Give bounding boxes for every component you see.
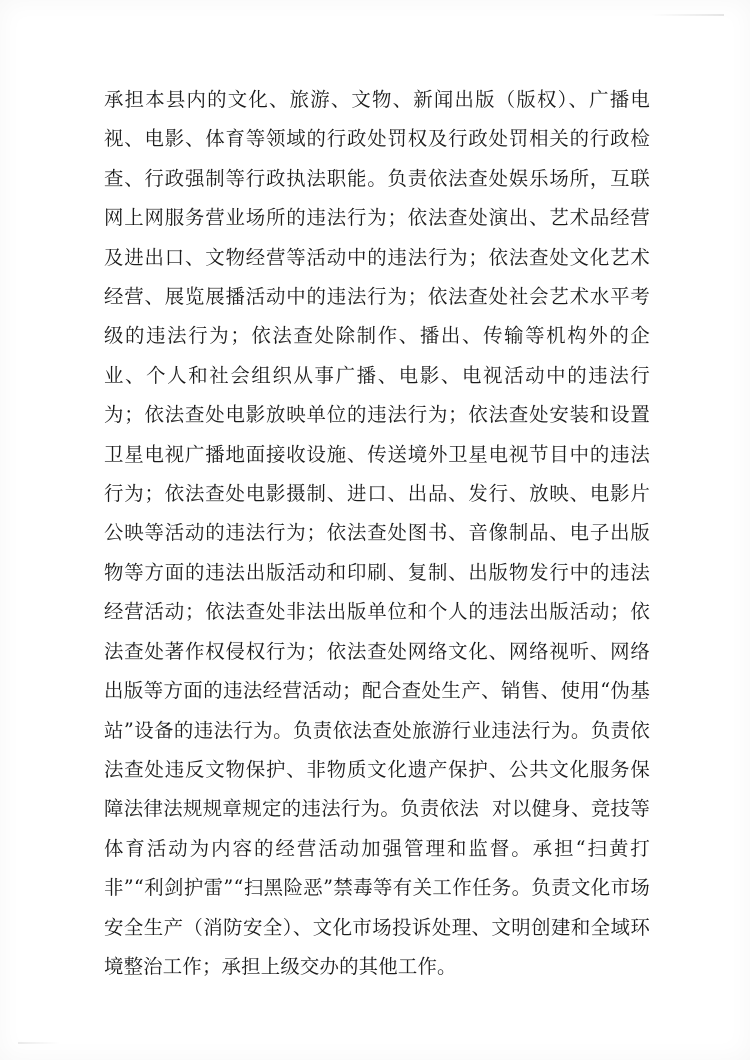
scan-artifact-top-right	[650, 14, 724, 16]
scan-artifact-bottom-left	[18, 1042, 60, 1044]
document-body-paragraph: 承担本县内的文化、旅游、文物、新闻出版（版权）、广播电视、电影、体育等领域的行政处罚权及行政处罚相关的行政检查、行政强制等行政执法职能。负责依法查处娱乐场所，互联网上网服务营业场所的违法行为；依法查处演出、艺术品经营及进出口、文物经营等活动中的违法行为；依法查处文化艺术经营、展览展播活动中的违法行为；依法查处社会艺术水平考级的违法行为；依法查处除制作、播出、传输等机构外的企业、个人和社会组织从事广播、电影、电视活动中的违法行为；依法查处电影放映单位的违法行为；依法查处安装和设置卫星电视广播地面接收设施、传送境外卫星电视节目中的违法行为；依法查处电影摄制、进口、出品、发行、放映、电影片公映等活动的违法行为；依法查处图书、音像制品、电子出版物等方面的违法出版活动和印刷、复制、出版物发行中的违法经营活动；依法查处非法出版单位和个人的违法出版活动；依法查处著作权侵权行为；依法查处网络文化、网络视听、网络出版等方面的违法经营活动；配合查处生产、销售、使用“伪基站”设备的违法行为。负责依法查处旅游行业违法行为。负责依法查处违反文物保护、非物质文化遗产保护、公共文化服务保障法律法规规章规定的违法行为。负责依法 对以健身、竞技等体育活动为内容的经营活动加强管理和监督。承担“扫黄打非”“利剑护雷”“扫黑险恶”禁毒等有关工作任务。负责文化市场安全生产（消防安全）、文化市场投诉处理、文明创建和全域环境整治工作；承担上级交办的其他工作。	[104, 88, 650, 978]
